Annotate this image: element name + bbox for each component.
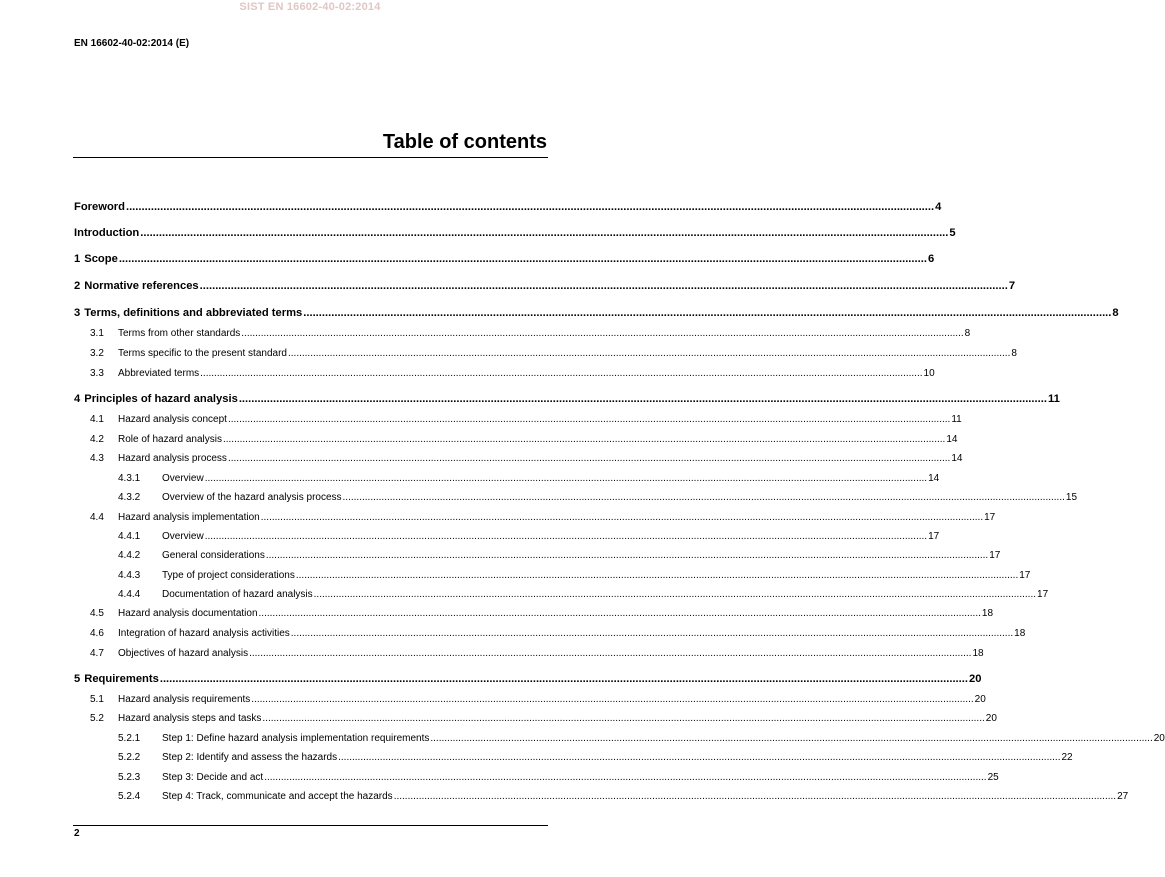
toc-dot-leader: .................................................................................................................................................................................................................................................................... [287, 348, 1011, 359]
toc-dot-leader: .................................................................................................................................................................................................................................................................... [303, 307, 1112, 319]
toc-entry[interactable] [118, 588, 1049, 601]
toc-entry[interactable] [118, 732, 1165, 745]
toc-entry-number: 2 [74, 280, 81, 292]
toc-entry[interactable] [118, 530, 940, 543]
toc-entry[interactable] [74, 393, 1060, 406]
toc-entry[interactable] [90, 327, 971, 340]
toc-dot-leader: .................................................................................................................................................................................................................................................................... [238, 393, 1047, 405]
toc-entry-number: 4.2 [90, 434, 104, 445]
toc-entry[interactable] [118, 771, 999, 784]
toc-entry[interactable] [90, 607, 994, 620]
toc-dot-leader: .................................................................................................................................................................................................................................................................... [159, 673, 968, 685]
toc-entry-label: Hazard analysis documentation [118, 608, 258, 619]
toc-entry-number: 5.2.2 [118, 752, 141, 763]
toc-entry-page: 18 [1014, 628, 1026, 639]
toc-entry-number: 4.5 [90, 608, 104, 619]
toc-entry-page: 17 [989, 550, 1001, 561]
toc-entry-number: 4.4.1 [118, 531, 141, 542]
toc-dot-leader: .................................................................................................................................................................................................................................................................... [265, 550, 989, 561]
toc-entry[interactable] [118, 751, 1073, 764]
toc-entry-label: Step 3: Decide and act [162, 772, 264, 783]
toc-entry-page: 20 [974, 694, 986, 705]
toc-entry-page: 20 [985, 713, 997, 724]
toc-entry-label: Objectives of hazard analysis [118, 648, 249, 659]
toc-entry[interactable] [118, 491, 1078, 504]
toc-entry-number: 4.3 [90, 453, 104, 464]
toc-entry-label: Step 2: Identify and assess the hazards [162, 752, 338, 763]
toc-dot-leader: .................................................................................................................................................................................................................................................................... [200, 368, 923, 379]
toc-entry-page: 4 [935, 201, 942, 213]
toc-entry-page: 15 [1065, 492, 1078, 503]
watermark: SIST EN 16602-40-02:2014 [239, 1, 381, 13]
toc-entry[interactable] [90, 347, 1017, 360]
toc-dot-leader: .................................................................................................................................................................................................................................................................... [118, 253, 927, 265]
toc-entry-page: 17 [928, 531, 940, 542]
toc-entry-page: 14 [928, 473, 940, 484]
toc-dot-leader: .................................................................................................................................................................................................................................................................... [295, 570, 1019, 581]
toc-entry-label: Scope [84, 253, 118, 265]
toc-entry[interactable] [74, 673, 982, 686]
toc-entry-label: Step 1: Define hazard analysis implementation requirements [162, 733, 430, 744]
toc-entry-number: 4.4.3 [118, 570, 141, 581]
toc-entry-page: 18 [981, 608, 994, 619]
toc-entry-label: Hazard analysis process [118, 453, 227, 464]
toc-entry-page: 27 [1117, 791, 1129, 802]
toc-dot-leader: .................................................................................................................................................................................................................................................................... [393, 791, 1117, 802]
toc-entry[interactable] [74, 307, 1119, 320]
toc-entry-page: 17 [984, 512, 996, 523]
toc-dot-leader: .................................................................................................................................................................................................................................................................... [222, 434, 946, 445]
toc-entry-label: Foreword [74, 201, 125, 213]
toc-dot-leader: .................................................................................................................................................................................................................................................................... [249, 648, 972, 659]
toc-entry[interactable] [90, 693, 986, 706]
toc-entry[interactable] [74, 280, 1016, 293]
toc-entry-number: 3 [74, 307, 81, 319]
toc-entry-number: 5.1 [90, 694, 104, 705]
page-number: 2 [74, 828, 80, 839]
toc-dot-leader: .................................................................................................................................................................................................................................................................... [342, 492, 1065, 503]
toc-entry-label: Step 4: Track, communicate and accept the hazards [162, 791, 393, 802]
toc-entry-label: Type of project considerations [162, 570, 295, 581]
toc-entry-page: 11 [951, 414, 962, 425]
toc-entry-page: 14 [946, 434, 958, 445]
toc-entry-label: Hazard analysis concept [118, 414, 227, 425]
toc-entry-page: 22 [1061, 752, 1073, 763]
toc-entry-label: Overview of the hazard analysis process [162, 492, 342, 503]
toc-entry-page: 14 [951, 453, 963, 464]
footer-divider [73, 825, 548, 826]
toc-entry-label: General considerations [162, 550, 265, 561]
toc-entry-number: 5.2.1 [118, 733, 141, 744]
toc-entry-number: 1 [74, 253, 81, 265]
toc-entry-label: Terms from other standards [118, 328, 241, 339]
toc-entry-label: Overview [162, 473, 204, 484]
toc-entry[interactable] [90, 712, 997, 725]
page-title: Table of contents [382, 131, 547, 153]
toc-entry-number: 4.3.2 [118, 492, 141, 503]
toc-entry-label: Introduction [74, 227, 140, 239]
toc-entry-page: 11 [1047, 393, 1060, 405]
toc-entry-label: Terms specific to the present standard [118, 348, 287, 359]
toc-entry[interactable] [90, 511, 996, 524]
toc-entry-page: 25 [987, 772, 999, 783]
toc-entry-page: 6 [927, 253, 935, 265]
toc-entry-page: 8 [1011, 348, 1017, 359]
toc-entry-number: 5.2.4 [118, 791, 141, 802]
toc-entry-label: Abbreviated terms [118, 368, 200, 379]
document-id: EN 16602-40-02:2014 (E) [74, 38, 190, 49]
toc-entry-number: 5.2.3 [118, 772, 141, 783]
toc-entry-page: 20 [1153, 733, 1165, 744]
toc-entry-label: Hazard analysis implementation [118, 512, 260, 523]
toc-entry-number: 4.3.1 [118, 473, 141, 484]
toc-entry-number: 4.4 [90, 512, 104, 523]
toc-entry-number: 4.1 [90, 414, 104, 425]
toc-dot-leader: .................................................................................................................................................................................................................................................................... [241, 328, 964, 339]
toc-entry[interactable] [74, 253, 935, 266]
toc-entry-number: 5.2 [90, 713, 104, 724]
toc-entry-label: Role of hazard analysis [118, 434, 222, 445]
toc-dot-leader: .................................................................................................................................................................................................................................................................... [290, 628, 1014, 639]
toc-dot-leader: .................................................................................................................................................................................................................................................................... [227, 453, 951, 464]
toc-entry-number: 4.6 [90, 628, 104, 639]
toc-entry-number: 3.1 [90, 328, 104, 339]
toc-entry-page: 7 [1008, 280, 1016, 292]
toc-dot-leader: .................................................................................................................................................................................................................................................................... [251, 694, 974, 705]
toc-dot-leader: .................................................................................................................................................................................................................................................................... [204, 473, 928, 484]
toc-entry-page: 10 [923, 368, 935, 379]
toc-dot-leader: .................................................................................................................................................................................................................................................................... [204, 531, 928, 542]
toc-entry-label: Normative references [84, 280, 199, 292]
toc-dot-leader: .................................................................................................................................................................................................................................................................... [264, 772, 987, 783]
toc-entry[interactable] [118, 569, 1031, 582]
toc-entry-label: Principles of hazard analysis [84, 393, 238, 405]
toc-entry-page: 8 [964, 328, 971, 339]
toc-entry-page: 8 [1112, 307, 1119, 319]
toc-entry[interactable] [74, 227, 956, 240]
toc-dot-leader: .................................................................................................................................................................................................................................................................... [260, 512, 984, 523]
toc-entry-page: 18 [972, 648, 984, 659]
toc-entry-page: 20 [969, 673, 982, 685]
toc-entry[interactable] [118, 549, 1001, 562]
toc-entry[interactable] [90, 367, 935, 380]
toc-entry[interactable] [90, 627, 1026, 640]
toc-entry[interactable] [90, 413, 962, 426]
toc-entry-label: Requirements [84, 673, 159, 685]
toc-dot-leader: .................................................................................................................................................................................................................................................................... [430, 733, 1153, 744]
toc-entry-label: Documentation of hazard analysis [162, 589, 313, 600]
toc-entry-number: 3.2 [90, 348, 104, 359]
toc-entry-page: 17 [1019, 570, 1031, 581]
toc-entry[interactable] [118, 472, 940, 485]
toc-dot-leader: .................................................................................................................................................................................................................................................................... [313, 589, 1037, 600]
toc-entry-number: 4 [74, 393, 81, 405]
toc-entry[interactable] [118, 790, 1129, 803]
toc-entry-number: 3.3 [90, 368, 104, 379]
toc-entry-label: Overview [162, 531, 204, 542]
toc-entry-number: 5 [74, 673, 81, 685]
toc-entry-label: Integration of hazard analysis activities [118, 628, 290, 639]
toc-dot-leader: .................................................................................................................................................................................................................................................................... [258, 608, 981, 619]
toc-dot-leader: .................................................................................................................................................................................................................................................................... [262, 713, 985, 724]
toc-entry-number: 4.4.2 [118, 550, 141, 561]
toc-entry-label: Hazard analysis steps and tasks [118, 713, 262, 724]
toc-entry-page: 17 [1037, 589, 1049, 600]
toc-entry[interactable] [74, 201, 942, 214]
toc-dot-leader: .................................................................................................................................................................................................................................................................... [199, 280, 1008, 292]
toc-entry-label: Terms, definitions and abbreviated terms [84, 307, 303, 319]
toc-entry-number: 4.7 [90, 648, 104, 659]
toc-entry[interactable] [90, 452, 963, 465]
toc-dot-leader: .................................................................................................................................................................................................................................................................... [227, 414, 951, 425]
toc-dot-leader: .................................................................................................................................................................................................................................................................... [140, 227, 949, 239]
toc-dot-leader: .................................................................................................................................................................................................................................................................... [338, 752, 1061, 763]
toc-entry-number: 4.4.4 [118, 589, 141, 600]
toc-entry-label: Hazard analysis requirements [118, 694, 251, 705]
toc-dot-leader: .................................................................................................................................................................................................................................................................... [125, 201, 935, 213]
toc-entry-page: 5 [949, 227, 956, 239]
toc-entry[interactable] [90, 433, 958, 446]
toc-entry[interactable] [90, 647, 984, 660]
